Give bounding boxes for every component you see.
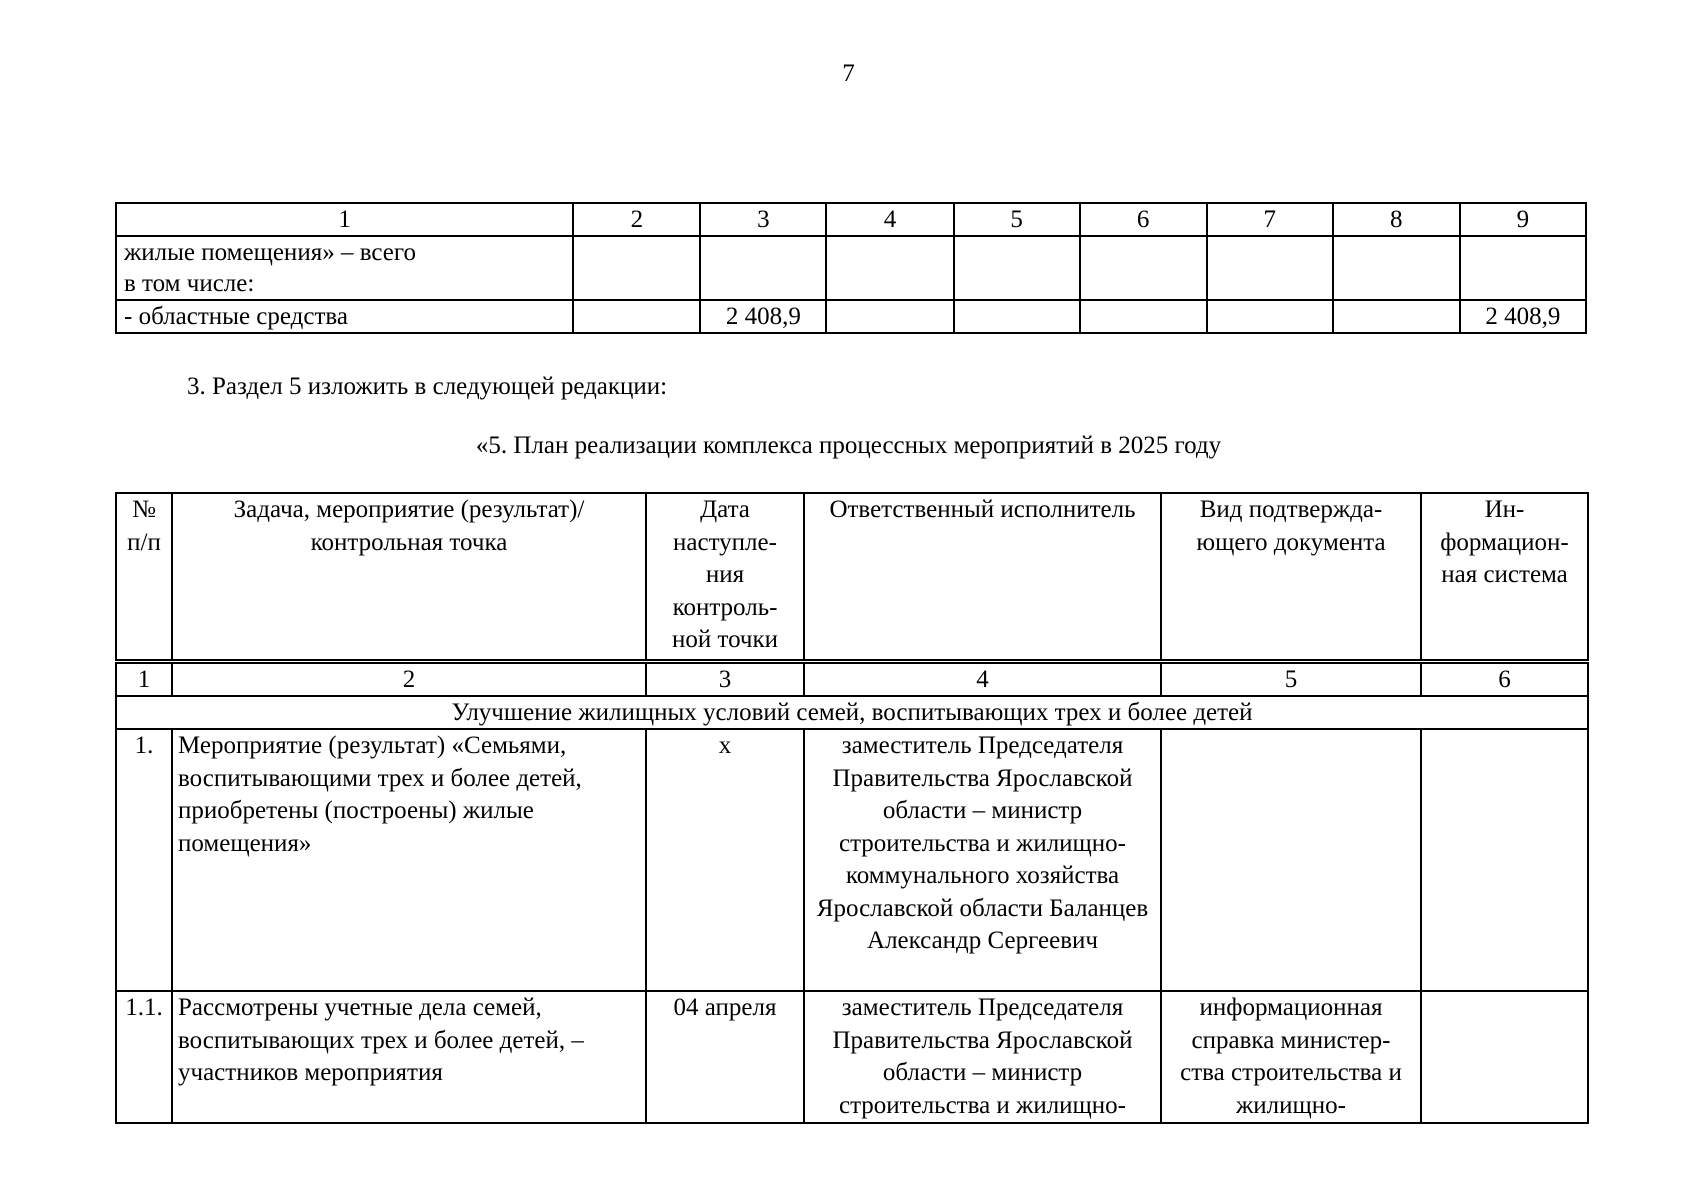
row-label-line: жилые помещения» – всего xyxy=(124,239,416,266)
row-document xyxy=(1161,729,1421,991)
table-header-row xyxy=(116,493,1588,662)
plan-table xyxy=(115,492,1589,1124)
table-cell xyxy=(1333,236,1460,300)
table-cell xyxy=(573,300,700,333)
column-number: 1 xyxy=(116,662,172,697)
table-cell xyxy=(1080,300,1207,333)
column-number: 5 xyxy=(954,203,1080,236)
row-system xyxy=(1421,991,1588,1123)
table-cell xyxy=(1080,236,1207,300)
header-num: № п/п xyxy=(116,493,172,662)
plan-title: «5. План реализации комплекса процессных мероприятий в 2025 году xyxy=(475,432,1222,459)
column-number: 3 xyxy=(700,203,826,236)
row-label: - областные средства xyxy=(116,300,573,333)
table-cell xyxy=(954,236,1080,300)
header-system: Ин- формацион- ная система xyxy=(1421,493,1588,662)
table-cell xyxy=(700,236,826,300)
table-cell xyxy=(1333,300,1460,333)
column-number-row xyxy=(116,662,1588,697)
row-date: 04 апреля xyxy=(646,991,804,1123)
header-task: Задача, мероприятие (результат)/ контрольная точка xyxy=(172,493,646,662)
row-task: Мероприятие (результат) «Семьями, воспитывающими трех и более детей, приобретены (построены) жилые помещения» xyxy=(172,729,646,991)
row-date: х xyxy=(646,729,804,991)
table-cell xyxy=(826,236,953,300)
column-number: 6 xyxy=(1080,203,1207,236)
row-number: 1. xyxy=(116,729,172,991)
row-responsible: заместитель Председателя Правительства Ярославской области – министр строительства и жилищно- xyxy=(804,991,1161,1123)
column-number: 8 xyxy=(1333,203,1460,236)
row-label xyxy=(116,236,573,300)
table-cell-value: 2 408,9 xyxy=(700,300,826,333)
column-number: 6 xyxy=(1421,662,1588,697)
column-number: 9 xyxy=(1460,203,1586,236)
row-number: 1.1. xyxy=(116,991,172,1123)
column-number: 2 xyxy=(573,203,700,236)
table-cell-value: 2 408,9 xyxy=(1460,300,1586,333)
row-task: Рассмотрены учетные дела семей, воспитывающих трех и более детей, – участников мероприятия xyxy=(172,991,646,1123)
table-cell xyxy=(1207,300,1333,333)
header-document: Вид подтвержда- ющего документа xyxy=(1161,493,1421,662)
row-label-line: в том числе: xyxy=(124,270,255,297)
table-row xyxy=(116,729,1588,991)
section-row xyxy=(116,696,1588,729)
column-number: 1 xyxy=(116,203,573,236)
column-number: 4 xyxy=(804,662,1161,697)
column-number-row xyxy=(116,203,1586,236)
column-number: 5 xyxy=(1161,662,1421,697)
table-cell xyxy=(1460,236,1586,300)
row-system xyxy=(1421,729,1588,991)
header-date: Дата наступле- ния контроль- ной точки xyxy=(646,493,804,662)
column-number: 4 xyxy=(826,203,953,236)
instruction-paragraph: 3. Раздел 5 изложить в следующей редакции: xyxy=(187,373,668,400)
table-cell xyxy=(573,236,700,300)
table-cell xyxy=(954,300,1080,333)
column-number: 7 xyxy=(1207,203,1333,236)
row-document: информационная справка министер- ства строительства и жилищно- xyxy=(1161,991,1421,1123)
table-row xyxy=(116,300,1586,333)
table-cell xyxy=(1207,236,1333,300)
page-number: 7 xyxy=(842,60,855,87)
header-responsible: Ответственный исполнитель xyxy=(804,493,1161,662)
table-cell xyxy=(826,300,953,333)
row-responsible: заместитель Председателя Правительства Ярославской области – министр строительства и жилищно-коммунального хозяйства Ярославской области Баланцев Александр Сергеевич xyxy=(804,729,1161,991)
column-number: 3 xyxy=(646,662,804,697)
table-row xyxy=(116,236,1586,300)
section-title: Улучшение жилищных условий семей, воспитывающих трех и более детей xyxy=(116,696,1588,729)
column-number: 2 xyxy=(172,662,646,697)
budget-table-continuation xyxy=(115,202,1587,334)
table-row xyxy=(116,991,1588,1123)
